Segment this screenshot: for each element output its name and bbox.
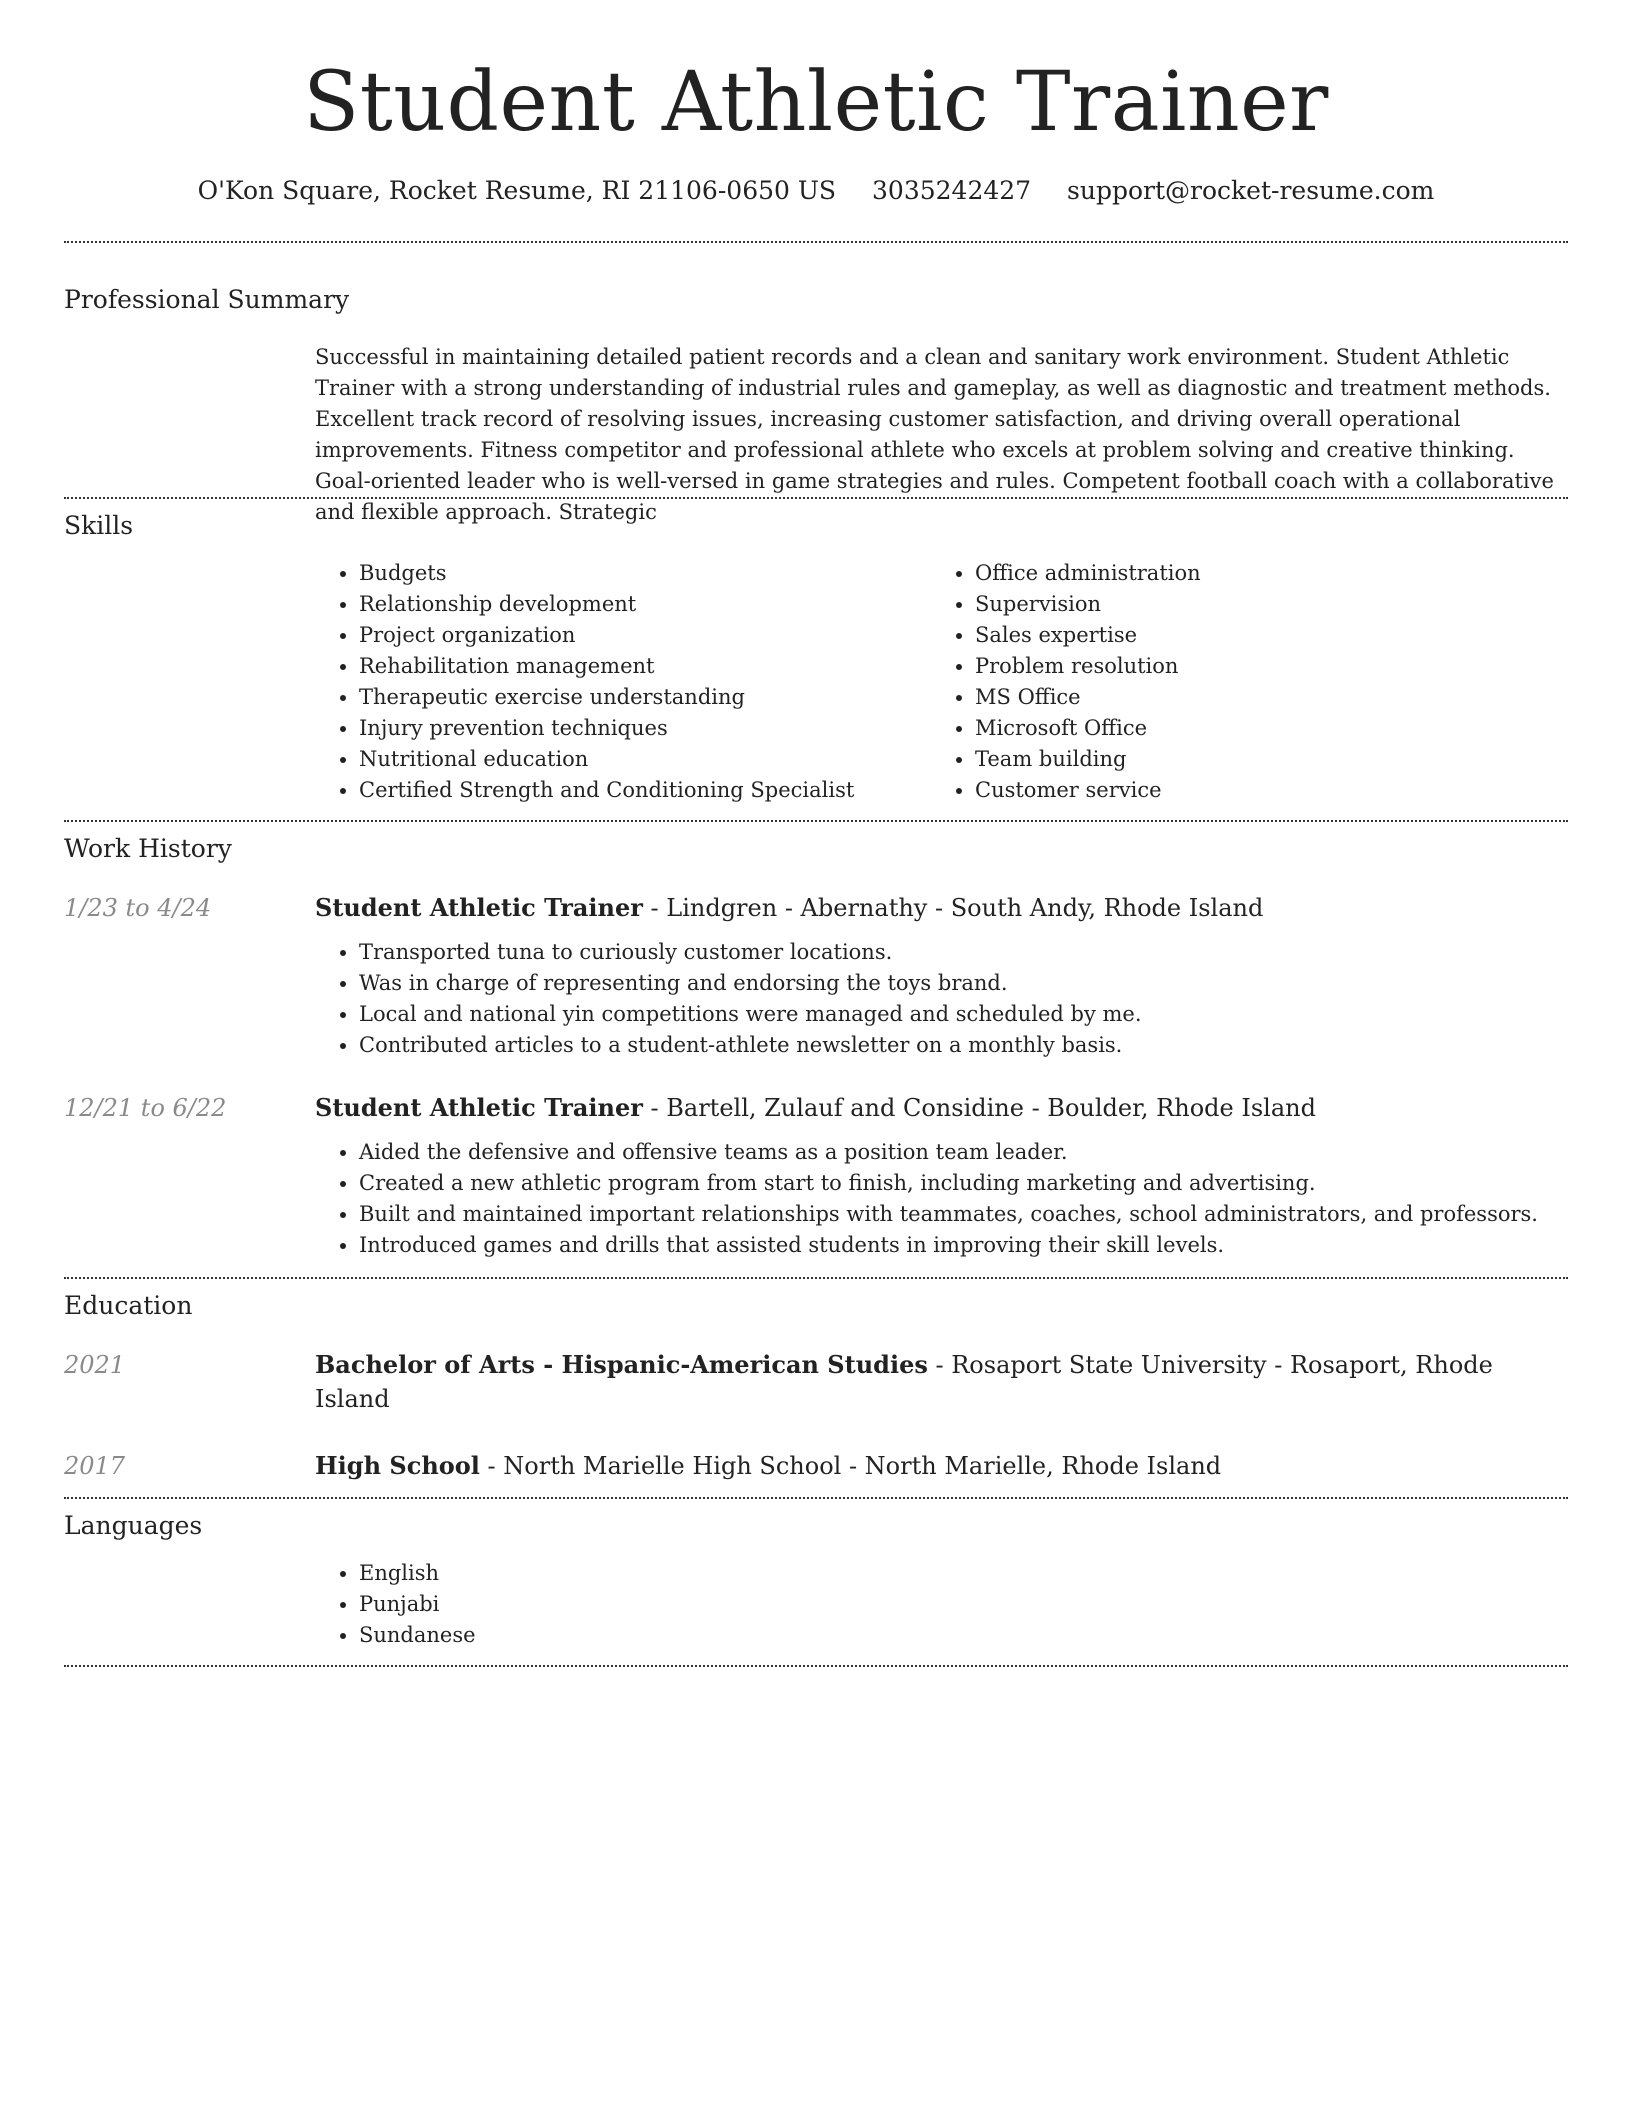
skills-column-right — [931, 558, 1547, 806]
skills-section — [64, 499, 1568, 806]
work-bullet: • Built and maintained important relationships with teammates, coaches, school administrators, and professors. — [359, 1199, 1568, 1230]
skill-item: • Certified Strength and Conditioning Specialist — [359, 775, 931, 806]
skill-item: • Budgets — [359, 558, 931, 589]
contact-phone: 3035242427 — [872, 176, 1032, 206]
degree: Bachelor of Arts - Hispanic-American Studies — [315, 1350, 928, 1380]
education-details — [315, 1449, 1568, 1483]
work-bullet: • Transported tuna to curiously customer locations. — [359, 937, 1568, 968]
summary-title: Professional Summary — [64, 285, 350, 315]
resume-name: Student Athletic Trainer — [303, 55, 1329, 150]
skill-item: • Microsoft Office — [975, 713, 1547, 744]
skill-item: • Therapeutic exercise understanding — [359, 682, 931, 713]
job-employer-location: - Lindgren - Abernathy - South Andy, Rhode Island — [642, 894, 1264, 923]
work-bullet: • Created a new athletic program from start to finish, including marketing and advertising. — [359, 1168, 1568, 1199]
contact-line — [64, 176, 1568, 205]
summary-section — [64, 243, 1568, 525]
languages-section — [64, 1499, 1568, 1651]
skill-item: • Rehabilitation management — [359, 651, 931, 682]
work-heading — [315, 1091, 1568, 1125]
work-bullet: • Aided the defensive and offensive teams as a position team leader. — [359, 1137, 1568, 1168]
skill-item: • Relationship development — [359, 589, 931, 620]
work-bullet: • Introduced games and drills that assisted students in improving their skill levels. — [359, 1230, 1568, 1261]
education-section — [64, 1279, 1568, 1483]
work-bullet: • Was in charge of representing and endorsing the toys brand. — [359, 968, 1568, 999]
work-entry — [64, 1091, 1568, 1261]
work-details — [315, 1091, 1568, 1261]
skill-item: • Office administration — [975, 558, 1547, 589]
school-location: - North Marielle High School - North Marielle, Rhode Island — [479, 1452, 1222, 1481]
work-details — [315, 891, 1568, 1061]
skills-columns — [315, 558, 1568, 806]
skill-item: • Problem resolution — [975, 651, 1547, 682]
education-details — [315, 1348, 1568, 1416]
skill-item: • Project organization — [359, 620, 931, 651]
contact-email: support@rocket-resume.com — [1067, 176, 1435, 206]
work-entry — [64, 891, 1568, 1061]
languages-title: Languages — [64, 1511, 203, 1541]
summary-text: Successful in maintaining detailed patient records and a clean and sanitary work environment. Student Athletic Trainer with a strong understanding of industrial rules and gameplay, as well as diagnostic and treatment methods. Excellent track record of resolving issues, increasing customer satisfaction, and driving overall operational improvements. Fitness competitor and professional athlete who excels at problem solving and creative thinking. Goal-oriented leader who is well-versed in game strategies and rules. Competent football coach with a collaborative and flexible approach. Strategic — [315, 345, 1554, 525]
degree: High School — [315, 1451, 480, 1481]
school-location: - Rosaport State University - Rosaport, Rhode Island — [315, 1351, 1493, 1414]
skill-item: • Nutritional education — [359, 744, 931, 775]
education-title: Education — [64, 1291, 193, 1321]
section-divider — [64, 1665, 1568, 1667]
language-item: • Sundanese — [359, 1620, 1568, 1651]
skill-item: • Sales expertise — [975, 620, 1547, 651]
skill-item: • Team building — [975, 744, 1547, 775]
languages-list — [315, 1558, 1568, 1651]
education-heading — [315, 1449, 1568, 1483]
job-role: Student Athletic Trainer — [315, 1093, 643, 1123]
education-year: 2021 — [64, 1351, 126, 1380]
skill-item: • MS Office — [975, 682, 1547, 713]
work-heading — [315, 891, 1568, 925]
language-item: • Punjabi — [359, 1589, 1568, 1620]
skills-title: Skills — [64, 511, 134, 541]
work-dates: 12/21 to 6/22 — [64, 1094, 227, 1123]
skills-column-left — [315, 558, 931, 806]
language-item: • English — [359, 1558, 1568, 1589]
job-role: Student Athletic Trainer — [315, 893, 643, 923]
education-entry — [64, 1449, 1568, 1483]
work-bullet: • Contributed articles to a student-athlete newsletter on a monthly basis. — [359, 1030, 1568, 1061]
work-section — [64, 822, 1568, 1261]
work-dates: 1/23 to 4/24 — [64, 894, 212, 923]
education-entry — [64, 1348, 1568, 1416]
skill-item: • Supervision — [975, 589, 1547, 620]
education-year: 2017 — [64, 1452, 126, 1481]
skill-item: • Customer service — [975, 775, 1547, 806]
work-bullet: • Local and national yin competitions were managed and scheduled by me. — [359, 999, 1568, 1030]
education-heading — [315, 1348, 1568, 1416]
job-employer-location: - Bartell, Zulauf and Considine - Boulder, Rhode Island — [642, 1094, 1316, 1123]
work-title: Work History — [64, 834, 232, 864]
contact-address: O'Kon Square, Rocket Resume, RI 21106-0650 US — [197, 176, 837, 206]
skill-item: • Injury prevention techniques — [359, 713, 931, 744]
